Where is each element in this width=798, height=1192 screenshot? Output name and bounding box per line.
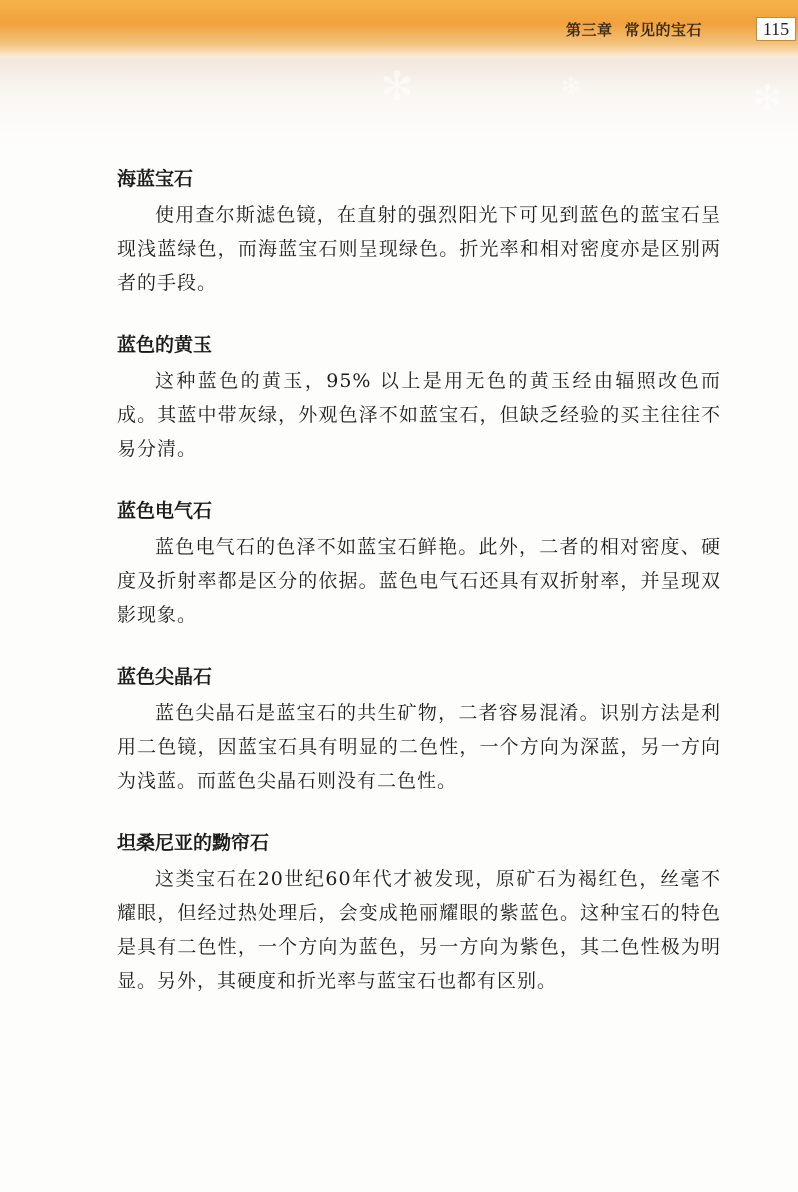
section-paragraph: 这种蓝色的黄玉，95% 以上是用无色的黄玉经由辐照改色而成。其蓝中带灰绿，外观色泽不如蓝宝石，但缺乏经验的买主往往不易分清。	[117, 370, 721, 460]
section-blue-topaz	[117, 332, 721, 466]
section-paragraph: 使用查尔斯滤色镜，在直射的强烈阳光下可见到蓝色的蓝宝石呈现浅蓝绿色，而海蓝宝石则呈现绿色。折光率和相对密度亦是区别两者的手段。	[117, 204, 721, 294]
section-tanzanite	[117, 830, 721, 998]
section-heading: 蓝色电气石	[117, 500, 213, 522]
section-paragraph: 这类宝石在20世纪60年代才被发现，原矿石为褐红色，丝毫不耀眼，但经过热处理后，会变成艳丽耀眼的紫蓝色。这种宝石的特色是具有二色性，一个方向为蓝色，另一方向为紫色，其二色性极为明显。另外，其硬度和折光率与蓝宝石也都有区别。	[117, 868, 721, 992]
section-aquamarine	[117, 166, 721, 300]
chapter-title: 常见的宝石	[624, 21, 703, 39]
chapter-header	[566, 19, 702, 40]
page-content	[117, 166, 721, 1030]
section-heading: 海蓝宝石	[117, 168, 194, 190]
section-heading: 蓝色尖晶石	[117, 666, 213, 688]
page-number: 115	[756, 17, 796, 41]
section-paragraph: 蓝色电气石的色泽不如蓝宝石鲜艳。此外，二者的相对密度、硬度及折射率都是区分的依据。蓝色电气石还具有双折射率，并呈现双影现象。	[117, 536, 721, 626]
snowflake-icon: ✻	[380, 64, 414, 110]
chapter-number: 第三章	[566, 21, 613, 39]
snowflake-icon: ❄	[560, 72, 582, 102]
snowflake-icon: ✻	[752, 78, 783, 119]
section-heading: 蓝色的黄玉	[117, 334, 213, 356]
header-decoration	[0, 58, 798, 148]
section-blue-spinel	[117, 664, 721, 798]
section-paragraph: 蓝色尖晶石是蓝宝石的共生矿物，二者容易混淆。识别方法是利用二色镜，因蓝宝石具有明显的二色性，一个方向为深蓝，另一方向为浅蓝。而蓝色尖晶石则没有二色性。	[117, 702, 721, 792]
section-heading: 坦桑尼亚的黝帘石	[117, 832, 270, 854]
section-blue-tourmaline	[117, 498, 721, 632]
